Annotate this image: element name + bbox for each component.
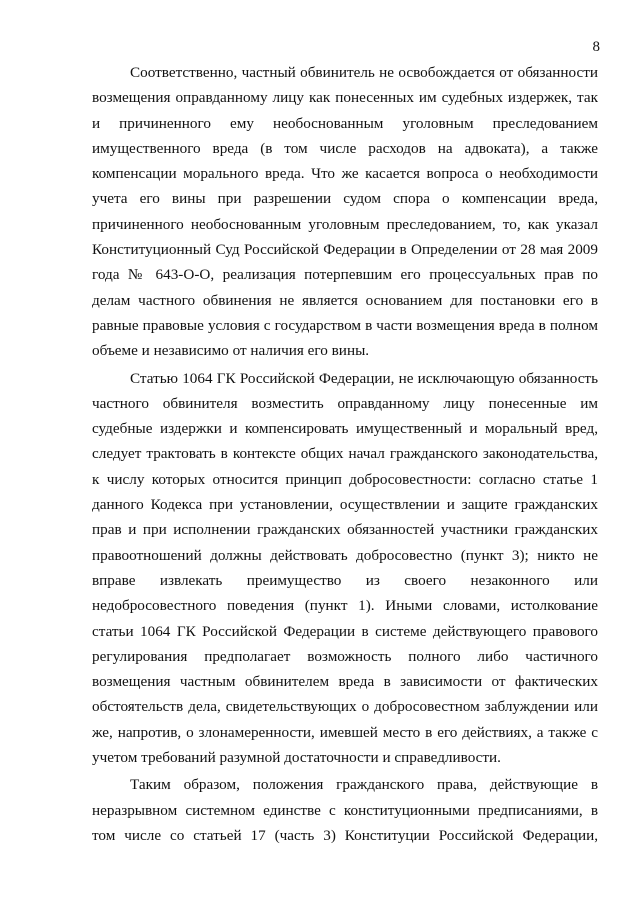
page-number: 8 <box>592 39 600 55</box>
paragraph-3: Таким образом, положения гражданского права, действующие в неразрывном системном единстве с конституционными предписаниями, в том числе со статьей 17 (часть 3) Конституции Российской Федерации, <box>92 776 598 844</box>
paragraph-1: Соответственно, частный обвинитель не освобождается от обязанности возмещения оправданному лицу как понесенных им судебных издержек, так и причиненного ему необоснованным уголовным преследованием имущественного вреда (в том числе расходов на адвоката), а также компенсации морального вреда. Что же касается вопроса о необходимости учета его вины при разрешении судом спора о компенсации вреда, причиненного необоснованным уголовным преследованием, то, как указал Конституционный Суд Российской Федерации в Определении от 28 мая 2009 года № 643-О-О, реализация потерпевшим его процессуальных прав по делам частного обвинения не является основанием для постановки его в равные правовые условия с государством в части возмещения вреда в полном объеме и независимо от наличия его вины. <box>92 64 598 360</box>
paragraph-2: Статью 1064 ГК Российской Федерации, не исключающую обязанность частного обвинителя возместить оправданному лицу понесенные им судебные издержки и компенсировать имущественный и моральный вред, следует трактовать в контексте общих начал гражданского законодательства, к числу которых относится принцип добросовестности: согласно статье 1 данного Кодекса при установлении, осуществлении и защите гражданских прав и при исполнении гражданских обязанностей участники гражданских правоотношений должны действовать добросовестно (пункт 3); никто не вправе извлекать преимущество из своего незаконного или недобросовестного поведения (пункт 1). Иными словами, истолкование статьи 1064 ГК Российской Федерации в системе действующего правового регулирования предполагает возможность полного либо частичного возмещения частным обвинителем вреда в зависимости от фактических обстоятельств дела, свидетельствующих о добросовестном заблуждении или же, напротив, о злонамеренности, имевшей место в его действиях, а также с учетом требований разумной достаточности и справедливости. <box>92 369 598 767</box>
document-body <box>92 60 598 850</box>
